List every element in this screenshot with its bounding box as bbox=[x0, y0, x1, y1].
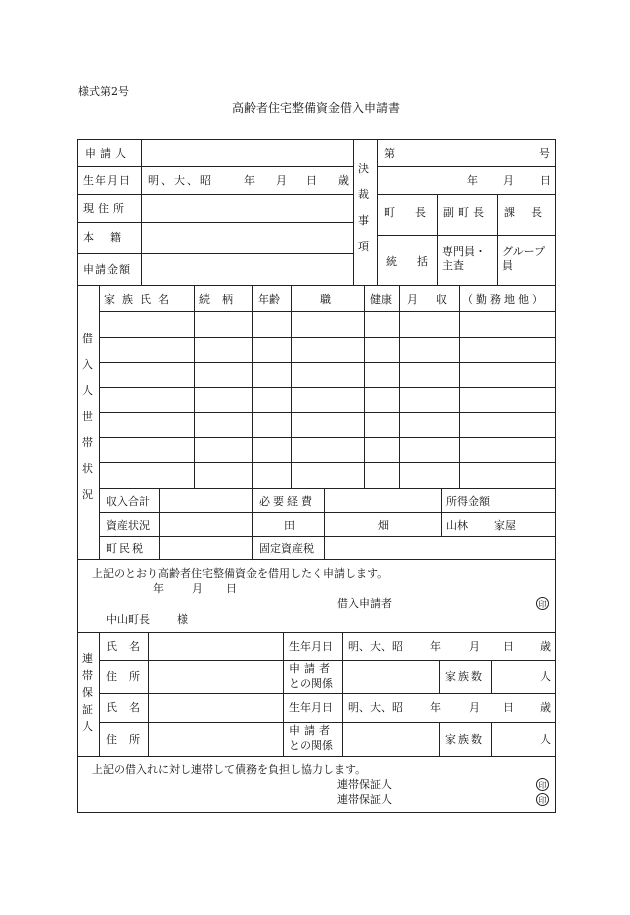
amount-label: 申請金額 bbox=[83, 263, 131, 276]
guarantor2-birthdate-label: 生年月日 bbox=[289, 701, 333, 714]
guarantor1-relation-line2: との関係 bbox=[289, 677, 333, 690]
borrower-label: 借入申請者 bbox=[337, 597, 392, 610]
guarantor1-birthdate-label: 生年月日 bbox=[289, 640, 333, 653]
house-label: 家屋 bbox=[494, 519, 516, 532]
birth-day: 日 bbox=[306, 174, 317, 187]
guarantor2-era: 明、大、昭 bbox=[348, 701, 403, 714]
section-chief-label: 課長 bbox=[504, 206, 558, 219]
col-monthly-income: 月収 bbox=[407, 293, 465, 306]
approval-number-suffix: 号 bbox=[539, 147, 550, 160]
birthdate-era: 明、大、昭 bbox=[148, 174, 213, 187]
guarantor1-era: 明、大、昭 bbox=[348, 640, 403, 653]
guarantor2-age-unit: 歳 bbox=[540, 701, 551, 714]
declaration-day: 日 bbox=[226, 582, 237, 595]
age-unit: 歳 bbox=[338, 174, 349, 187]
town-tax-label: 町民税 bbox=[106, 542, 145, 555]
guarantor2-seal: 印 bbox=[536, 793, 549, 806]
approval-number-prefix: 第 bbox=[384, 147, 395, 160]
col-age: 年齢 bbox=[258, 293, 280, 306]
guarantor2-relation-line1: 申請者 bbox=[289, 724, 334, 737]
domicile-label: 本籍 bbox=[83, 231, 137, 244]
paddy-label: 田 bbox=[284, 519, 295, 532]
guarantor1-month: 月 bbox=[469, 640, 480, 653]
property-tax-label: 固定資産税 bbox=[259, 542, 314, 555]
general-manager-label: 統括 bbox=[386, 255, 448, 268]
approval-date-year: 年 bbox=[467, 174, 478, 187]
col-relation: 続柄 bbox=[199, 293, 245, 306]
approval-date-day: 日 bbox=[540, 174, 551, 187]
household-section-label: 借入人世帯状況 bbox=[82, 332, 93, 501]
col-health: 健康 bbox=[370, 293, 392, 306]
col-family-name: 家族氏名 bbox=[104, 293, 176, 306]
approval-section-label: 決裁事項 bbox=[358, 162, 369, 253]
guarantor-section-label: 連帯保証人 bbox=[82, 652, 93, 733]
guarantee-text: 上記の借入れに対し連帯して債務を負担し協力します。 bbox=[92, 763, 367, 776]
birth-month: 月 bbox=[276, 174, 287, 187]
guarantor1-person-unit: 人 bbox=[540, 670, 551, 683]
guarantor1-family-count-label: 家族数 bbox=[445, 670, 484, 683]
borrower-seal: 印 bbox=[536, 597, 549, 610]
taxable-income-label: 所得金額 bbox=[446, 495, 490, 508]
guarantor1-name-label: 氏名 bbox=[106, 640, 152, 653]
guarantor1-sign-label: 連帯保証人 bbox=[337, 778, 392, 791]
deputy-mayor-label: 副町長 bbox=[443, 206, 488, 219]
addressee: 中山町長 bbox=[106, 613, 150, 626]
guarantor1-seal: 印 bbox=[536, 778, 549, 791]
guarantor2-year: 年 bbox=[430, 701, 441, 714]
guarantor2-person-unit: 人 bbox=[540, 733, 551, 746]
form-number: 様式第2号 bbox=[78, 85, 129, 98]
field-label: 畑 bbox=[378, 519, 389, 532]
addressee-honorific: 様 bbox=[177, 613, 188, 626]
col-occupation: 職 bbox=[320, 293, 331, 306]
applicant-label: 申請人 bbox=[85, 147, 130, 160]
guarantor2-name-label: 氏名 bbox=[106, 701, 152, 714]
mayor-label: 町長 bbox=[384, 206, 446, 219]
guarantor2-address-label: 住所 bbox=[106, 733, 152, 746]
guarantor2-sign-label: 連帯保証人 bbox=[337, 793, 392, 806]
birthdate-label: 生年月日 bbox=[83, 174, 131, 187]
necessary-expenses-label: 必要経費 bbox=[259, 495, 315, 508]
birth-year: 年 bbox=[244, 174, 255, 187]
form-title: 高齢者住宅整備資金借入申請書 bbox=[232, 101, 401, 115]
assets-label: 資産状況 bbox=[106, 519, 150, 532]
guarantor1-address-label: 住所 bbox=[106, 670, 152, 683]
guarantor2-day: 日 bbox=[503, 701, 514, 714]
guarantor1-age-unit: 歳 bbox=[540, 640, 551, 653]
income-total-label: 収入合計 bbox=[106, 495, 150, 508]
guarantor2-family-count-label: 家族数 bbox=[445, 733, 484, 746]
forest-label: 山林 bbox=[446, 519, 468, 532]
approval-date-month: 月 bbox=[503, 174, 514, 187]
guarantor1-relation-line1: 申請者 bbox=[289, 662, 334, 675]
guarantor2-month: 月 bbox=[469, 701, 480, 714]
col-workplace: （勤務地他） bbox=[462, 293, 546, 306]
address-label: 現住所 bbox=[83, 202, 128, 215]
specialist-label: 専門員・主査 bbox=[442, 245, 486, 272]
guarantor1-day: 日 bbox=[503, 640, 514, 653]
guarantor2-relation-line2: との関係 bbox=[289, 739, 333, 752]
declaration-month: 月 bbox=[192, 582, 203, 595]
declaration-text: 上記のとおり高齢者住宅整備資金を借用したく申請します。 bbox=[92, 567, 389, 580]
guarantor1-year: 年 bbox=[430, 640, 441, 653]
declaration-year: 年 bbox=[153, 582, 164, 595]
group-leader-label: グループ員 bbox=[502, 245, 546, 272]
